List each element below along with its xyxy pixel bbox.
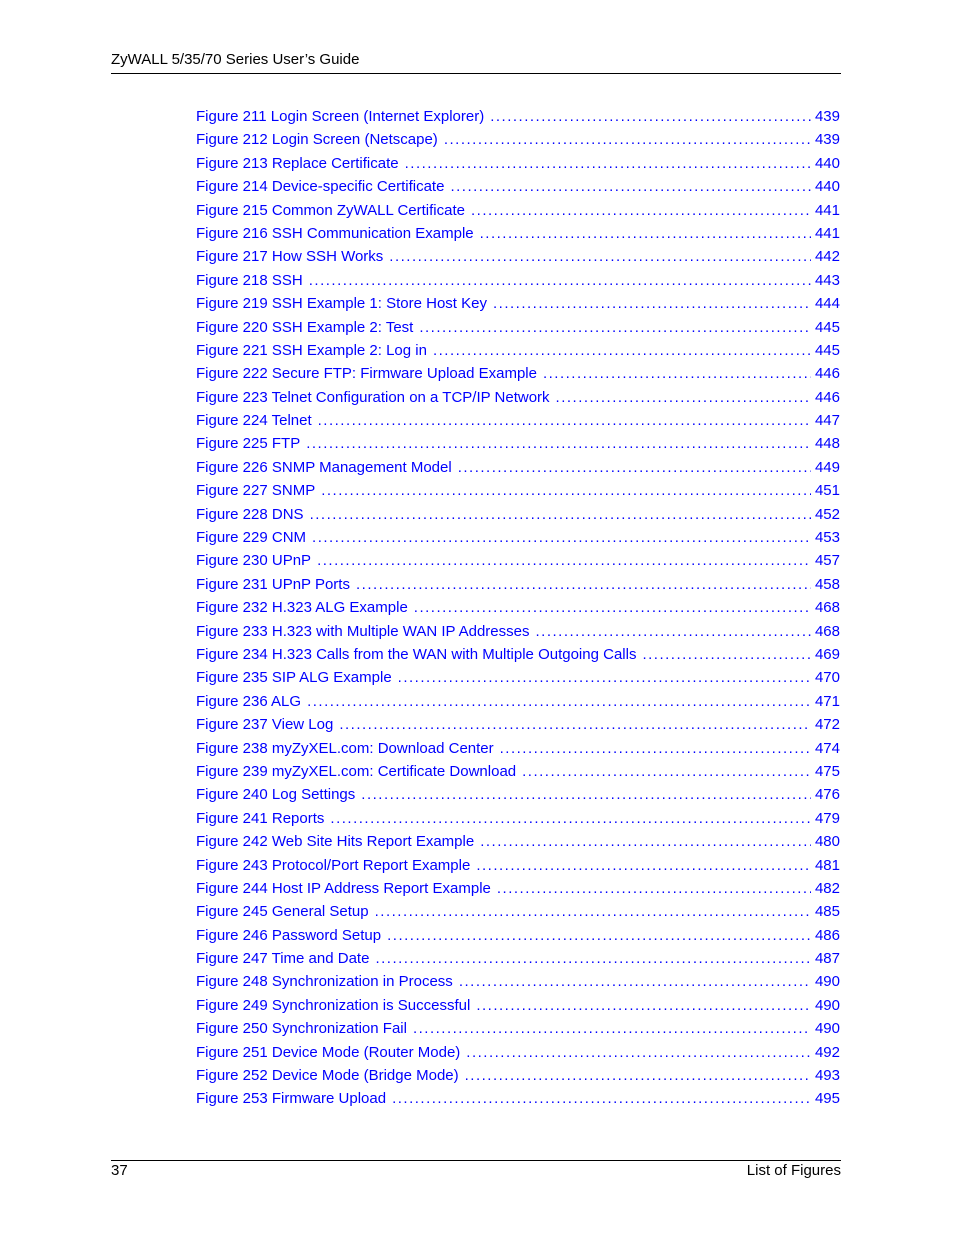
toc-entry-link[interactable] (196, 549, 840, 572)
toc-entry-link[interactable] (196, 526, 840, 549)
toc-entry-link[interactable] (196, 666, 840, 689)
toc-entry-page-number: 475 (814, 762, 840, 780)
toc-entry-label: Figure 251 Device Mode (Router Mode) (196, 1043, 461, 1061)
toc-entry-label: Figure 241 Reports (196, 809, 325, 827)
toc-entry-page-number: 485 (814, 903, 840, 921)
toc-dot-leader (433, 339, 811, 362)
list-of-figures (196, 105, 840, 1111)
toc-entry-label: Figure 218 SSH (196, 271, 303, 289)
toc-entry-label: Figure 229 CNM (196, 529, 307, 547)
toc-entry-label: Figure 236 ALG (196, 692, 302, 710)
toc-entry-page-number: 451 (814, 482, 840, 500)
toc-entry-page-number: 472 (814, 716, 840, 734)
toc-entry-label: Figure 242 Web Site Hits Report Example (196, 833, 475, 851)
toc-entry-link[interactable] (196, 1064, 840, 1087)
toc-entry-link[interactable] (196, 713, 840, 736)
toc-dot-leader (459, 970, 811, 993)
toc-dot-leader (356, 573, 811, 596)
toc-entry-page-number: 495 (814, 1090, 840, 1108)
toc-entry-page-number: 447 (814, 412, 840, 430)
toc-dot-leader (330, 807, 811, 830)
toc-entry-label: Figure 248 Synchronization in Process (196, 973, 453, 991)
toc-dot-leader (306, 432, 811, 455)
toc-dot-leader (480, 222, 811, 245)
toc-entry-page-number: 444 (814, 295, 840, 313)
toc-entry-label: Figure 250 Synchronization Fail (196, 1020, 407, 1038)
toc-entry-link[interactable] (196, 152, 840, 175)
toc-dot-leader (318, 409, 811, 432)
toc-entry-link[interactable] (196, 479, 840, 502)
toc-entry-page-number: 439 (814, 131, 840, 149)
toc-entry-link[interactable] (196, 175, 840, 198)
toc-entry-link[interactable] (196, 690, 840, 713)
toc-dot-leader (493, 292, 811, 315)
toc-entry-link[interactable] (196, 199, 840, 222)
toc-entry-label: Figure 211 Login Screen (Internet Explorer) (196, 108, 485, 125)
toc-dot-leader (321, 479, 811, 502)
toc-entry-link[interactable] (196, 269, 840, 292)
toc-entry-label: Figure 239 myZyXEL.com: Certificate Download (196, 762, 517, 780)
toc-dot-leader (543, 362, 811, 385)
toc-entry-page-number: 474 (814, 739, 840, 757)
toc-entry-label: Figure 231 UPnP Ports (196, 575, 350, 593)
toc-entry-link[interactable] (196, 128, 840, 151)
footer-section-title: List of Figures (746, 1162, 841, 1179)
toc-dot-leader (307, 690, 811, 713)
toc-entry-link[interactable] (196, 783, 840, 806)
toc-entry-link[interactable] (196, 456, 840, 479)
toc-entry-label: Figure 230 UPnP (196, 552, 312, 570)
toc-entry-page-number: 453 (814, 529, 840, 547)
toc-dot-leader (476, 854, 811, 877)
toc-entry-page-number: 481 (814, 856, 840, 874)
toc-entry-link[interactable] (196, 737, 840, 760)
toc-dot-leader (642, 643, 811, 666)
toc-entry-link[interactable] (196, 386, 840, 409)
toc-entry-label: Figure 213 Replace Certificate (196, 154, 399, 172)
toc-entry-page-number: 482 (814, 879, 840, 897)
toc-entry-label: Figure 222 Secure FTP: Firmware Upload Example (196, 365, 537, 383)
toc-entry-link[interactable] (196, 339, 840, 362)
toc-entry-page-number: 492 (814, 1043, 840, 1061)
toc-entry-label: Figure 225 FTP (196, 435, 301, 453)
toc-entry-link[interactable] (196, 1087, 840, 1110)
toc-entry-page-number: 480 (814, 833, 840, 851)
toc-dot-leader (497, 877, 811, 900)
toc-dot-leader (387, 924, 811, 947)
toc-entry-page-number: 468 (814, 622, 840, 640)
toc-entry-page-number: 493 (814, 1067, 840, 1085)
toc-entry-page-number: 446 (814, 388, 840, 406)
toc-entry-page-number: 443 (814, 271, 840, 289)
toc-dot-leader (444, 128, 811, 151)
toc-entry-page-number: 490 (814, 1020, 840, 1038)
toc-entry-label: Figure 215 Common ZyWALL Certificate (196, 201, 465, 219)
toc-entry-label: Figure 240 Log Settings (196, 786, 356, 804)
toc-dot-leader (490, 105, 811, 128)
toc-entry-page-number: 470 (814, 669, 840, 687)
toc-entry-label: Figure 221 SSH Example 2: Log in (196, 341, 427, 359)
toc-entry-label: Figure 249 Synchronization is Successful (196, 996, 471, 1014)
toc-entry-page-number: 486 (814, 926, 840, 944)
toc-dot-leader (405, 152, 811, 175)
toc-entry-page-number: 448 (814, 435, 840, 453)
toc-entry-link[interactable] (196, 620, 840, 643)
toc-entry-link[interactable] (196, 409, 840, 432)
toc-entry-link[interactable] (196, 807, 840, 830)
toc-dot-leader (500, 737, 811, 760)
toc-dot-leader (392, 1087, 811, 1110)
toc-dot-leader (339, 713, 811, 736)
toc-dot-leader (465, 1064, 811, 1087)
toc-entry-page-number: 441 (814, 224, 840, 242)
toc-dot-leader (361, 783, 811, 806)
toc-dot-leader (458, 456, 811, 479)
toc-dot-leader (413, 1017, 811, 1040)
toc-entry-label: Figure 252 Device Mode (Bridge Mode) (196, 1067, 459, 1085)
toc-entry-page-number: 449 (814, 458, 840, 476)
toc-entry-label: Figure 224 Telnet (196, 412, 312, 430)
toc-dot-leader (309, 269, 811, 292)
toc-entry-label: Figure 246 Password Setup (196, 926, 382, 944)
toc-entry-label: Figure 219 SSH Example 1: Store Host Key (196, 295, 487, 313)
toc-entry-page-number: 479 (814, 809, 840, 827)
toc-entry-label: Figure 235 SIP ALG Example (196, 669, 392, 687)
toc-entry-link[interactable] (196, 222, 840, 245)
toc-entry-page-number: 469 (814, 645, 840, 663)
toc-entry-link[interactable] (196, 760, 840, 783)
toc-entry-label: Figure 228 DNS (196, 505, 304, 523)
toc-entry-page-number: 442 (814, 248, 840, 266)
toc-dot-leader (398, 666, 811, 689)
toc-entry-label: Figure 238 myZyXEL.com: Download Center (196, 739, 494, 757)
toc-entry-link[interactable] (196, 362, 840, 385)
toc-dot-leader (471, 199, 811, 222)
toc-entry-link[interactable] (196, 245, 840, 268)
toc-entry-page-number: 468 (814, 599, 840, 617)
toc-entry-label: Figure 232 H.323 ALG Example (196, 599, 408, 617)
toc-entry-link[interactable] (196, 854, 840, 877)
toc-entry-label: Figure 226 SNMP Management Model (196, 458, 452, 476)
toc-entry-page-number: 487 (814, 950, 840, 968)
toc-dot-leader (375, 947, 811, 970)
toc-dot-leader (450, 175, 811, 198)
toc-entry-link[interactable] (196, 830, 840, 853)
toc-entry-label: Figure 214 Device-specific Certificate (196, 178, 445, 196)
footer-divider (111, 1160, 841, 1161)
toc-entry-label: Figure 233 H.323 with Multiple WAN IP Addresses (196, 622, 530, 640)
toc-dot-leader (312, 526, 811, 549)
toc-entry-label: Figure 247 Time and Date (196, 950, 370, 968)
toc-entry-label: Figure 212 Login Screen (Netscape) (196, 131, 438, 149)
toc-entry-link[interactable] (196, 1017, 840, 1040)
toc-dot-leader (414, 596, 811, 619)
toc-entry-page-number: 441 (814, 201, 840, 219)
toc-entry-page-number: 439 (814, 108, 840, 125)
toc-dot-leader (480, 830, 811, 853)
toc-dot-leader (556, 386, 811, 409)
toc-entry-link[interactable] (196, 877, 840, 900)
toc-entry-link[interactable] (196, 573, 840, 596)
toc-dot-leader (419, 316, 811, 339)
toc-entry-page-number: 476 (814, 786, 840, 804)
toc-entry-link[interactable] (196, 643, 840, 666)
toc-dot-leader (522, 760, 811, 783)
toc-entry-link[interactable] (196, 432, 840, 455)
toc-entry-page-number: 452 (814, 505, 840, 523)
toc-dot-leader (476, 994, 811, 1017)
toc-entry-link[interactable] (196, 1041, 840, 1064)
page-header-title: ZyWALL 5/35/70 Series User’s Guide (111, 51, 360, 68)
toc-entry-label: Figure 227 SNMP (196, 482, 316, 500)
header-divider (111, 73, 841, 74)
toc-entry-label: Figure 253 Firmware Upload (196, 1090, 387, 1108)
toc-entry-page-number: 457 (814, 552, 840, 570)
toc-dot-leader (310, 503, 811, 526)
toc-dot-leader (317, 549, 811, 572)
toc-entry-label: Figure 234 H.323 Calls from the WAN with Multiple Outgoing Calls (196, 645, 637, 663)
footer-page-number: 37 (111, 1162, 128, 1179)
toc-entry-link[interactable] (196, 503, 840, 526)
toc-entry-link[interactable] (196, 924, 840, 947)
toc-dot-leader (536, 620, 811, 643)
toc-entry-link[interactable] (196, 316, 840, 339)
toc-entry-link[interactable] (196, 105, 840, 128)
toc-entry-link[interactable] (196, 292, 840, 315)
toc-entry-page-number: 490 (814, 996, 840, 1014)
toc-entry-label: Figure 217 How SSH Works (196, 248, 384, 266)
toc-entry-label: Figure 243 Protocol/Port Report Example (196, 856, 471, 874)
toc-entry-label: Figure 237 View Log (196, 716, 334, 734)
toc-entry-link[interactable] (196, 947, 840, 970)
toc-entry-label: Figure 220 SSH Example 2: Test (196, 318, 414, 336)
toc-entry-page-number: 445 (814, 318, 840, 336)
toc-entry-page-number: 490 (814, 973, 840, 991)
toc-dot-leader (466, 1041, 811, 1064)
toc-entry-page-number: 446 (814, 365, 840, 383)
toc-dot-leader (375, 900, 811, 923)
toc-entry-label: Figure 216 SSH Communication Example (196, 224, 474, 242)
toc-entry-link[interactable] (196, 994, 840, 1017)
toc-entry-page-number: 471 (814, 692, 840, 710)
toc-entry-link[interactable] (196, 596, 840, 619)
toc-entry-page-number: 440 (814, 154, 840, 172)
toc-entry-label: Figure 244 Host IP Address Report Example (196, 879, 491, 897)
toc-entry-label: Figure 245 General Setup (196, 903, 369, 921)
toc-entry-page-number: 440 (814, 178, 840, 196)
toc-entry-page-number: 445 (814, 341, 840, 359)
toc-entry-link[interactable] (196, 900, 840, 923)
toc-entry-page-number: 458 (814, 575, 840, 593)
toc-entry-label: Figure 223 Telnet Configuration on a TCP/IP Network (196, 388, 550, 406)
toc-dot-leader (389, 245, 811, 268)
toc-entry-link[interactable] (196, 970, 840, 993)
